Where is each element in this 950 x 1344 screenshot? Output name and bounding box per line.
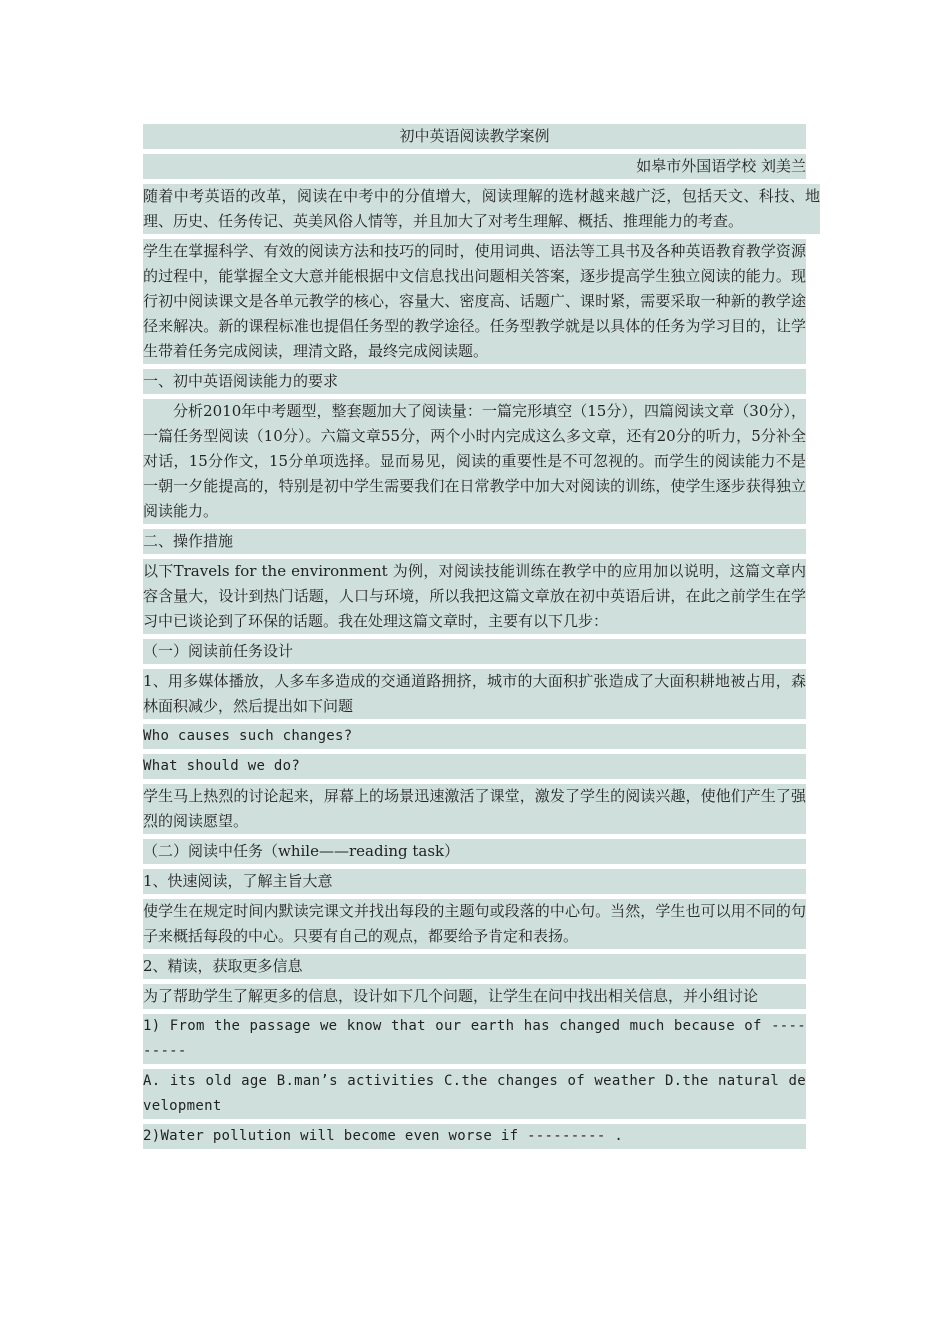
author-line: 如皋市外国语学校 刘美兰 bbox=[143, 154, 806, 179]
exercise-question-2: 2)Water pollution will become even worse if --------- . bbox=[143, 1124, 806, 1149]
paragraph-discussion: 学生马上热烈的讨论起来，屏幕上的场景迅速激活了课堂，激发了学生的阅读兴趣，使他们产生了强烈的阅读愿望。 bbox=[143, 784, 806, 834]
paragraph-multimedia: 1、用多媒体播放，人多车多造成的交通道路拥挤，城市的大面积扩张造成了大面积耕地被占用，森林面积减少，然后提出如下问题 bbox=[143, 669, 806, 719]
subsection-heading-1: （一）阅读前任务设计 bbox=[143, 639, 806, 664]
paragraph-exam-analysis: 分析2010年中考题型，整套题加大了阅读量：一篇完形填空（15分），四篇阅读文章（30分），一篇任务型阅读（10分）。六篇文章55分，两个小时内完成这么多文章，还有20分的听力，5分补全对话，15分作文，15分单项选择。显而易见，阅读的重要性是不可忽视的。而学生的阅读能力不是一朝一夕能提高的，特别是初中学生需要我们在日常教学中加大对阅读的训练，使学生逐步获得独立阅读能力。 bbox=[143, 399, 806, 524]
paragraph-intensive: 为了帮助学生了解更多的信息，设计如下几个问题，让学生在问中找出相关信息，并小组讨论 bbox=[143, 984, 806, 1009]
paragraph-skim: 使学生在规定时间内默读完课文并找出每段的主题句或段落的中心句。当然，学生也可以用不同的句子来概括每段的中心。只要有自己的观点，都要给予肯定和表扬。 bbox=[143, 899, 806, 949]
exercise-question-1: 1) From the passage we know that our earth has changed much because of --------- bbox=[143, 1014, 806, 1064]
paragraph-example: 以下Travels for the environment 为例，对阅读技能训练在教学中的应用加以说明，这篇文章内容含量大，设计到热门话题，人口与环境，所以我把这篇文章放在初中英语后讲，在此之前学生在学习中已谈论到了环保的话题。我在处理这篇文章时，主要有以下几步： bbox=[143, 559, 806, 634]
page-title: 初中英语阅读教学案例 bbox=[143, 124, 806, 149]
subsection-heading-2: （二）阅读中任务（while——reading task） bbox=[143, 839, 806, 864]
paragraph-intro: 随着中考英语的改革，阅读在中考中的分值增大，阅读理解的选材越来越广泛，包括天文、科技、地理、历史、任务传记、英美风俗人情等，并且加大了对考生理解、概括、推理能力的考查。 bbox=[143, 184, 820, 234]
step-1-heading: 1、快速阅读，了解主旨大意 bbox=[143, 869, 806, 894]
section-heading-1: 一、初中英语阅读能力的要求 bbox=[143, 369, 806, 394]
question-2: What should we do? bbox=[143, 754, 806, 779]
document-body bbox=[143, 124, 820, 1154]
step-2-heading: 2、精读，获取更多信息 bbox=[143, 954, 806, 979]
paragraph-background: 学生在掌握科学、有效的阅读方法和技巧的同时，使用词典、语法等工具书及各种英语教育教学资源的过程中，能掌握全文大意并能根据中文信息找出问题相关答案，逐步提高学生独立阅读的能力。现行初中阅读课文是各单元教学的核心，容量大、密度高、话题广、课时紧，需要采取一种新的教学途径来解决。新的课程标准也提倡任务型的教学途径。任务型教学就是以具体的任务为学习目的，让学生带着任务完成阅读，理清文路，最终完成阅读题。 bbox=[143, 239, 806, 364]
question-1: Who causes such changes? bbox=[143, 724, 806, 749]
section-heading-2: 二、操作措施 bbox=[143, 529, 806, 554]
exercise-options-1: A. its old age B.man’s activities C.the changes of weather D.the natural development bbox=[143, 1069, 806, 1119]
